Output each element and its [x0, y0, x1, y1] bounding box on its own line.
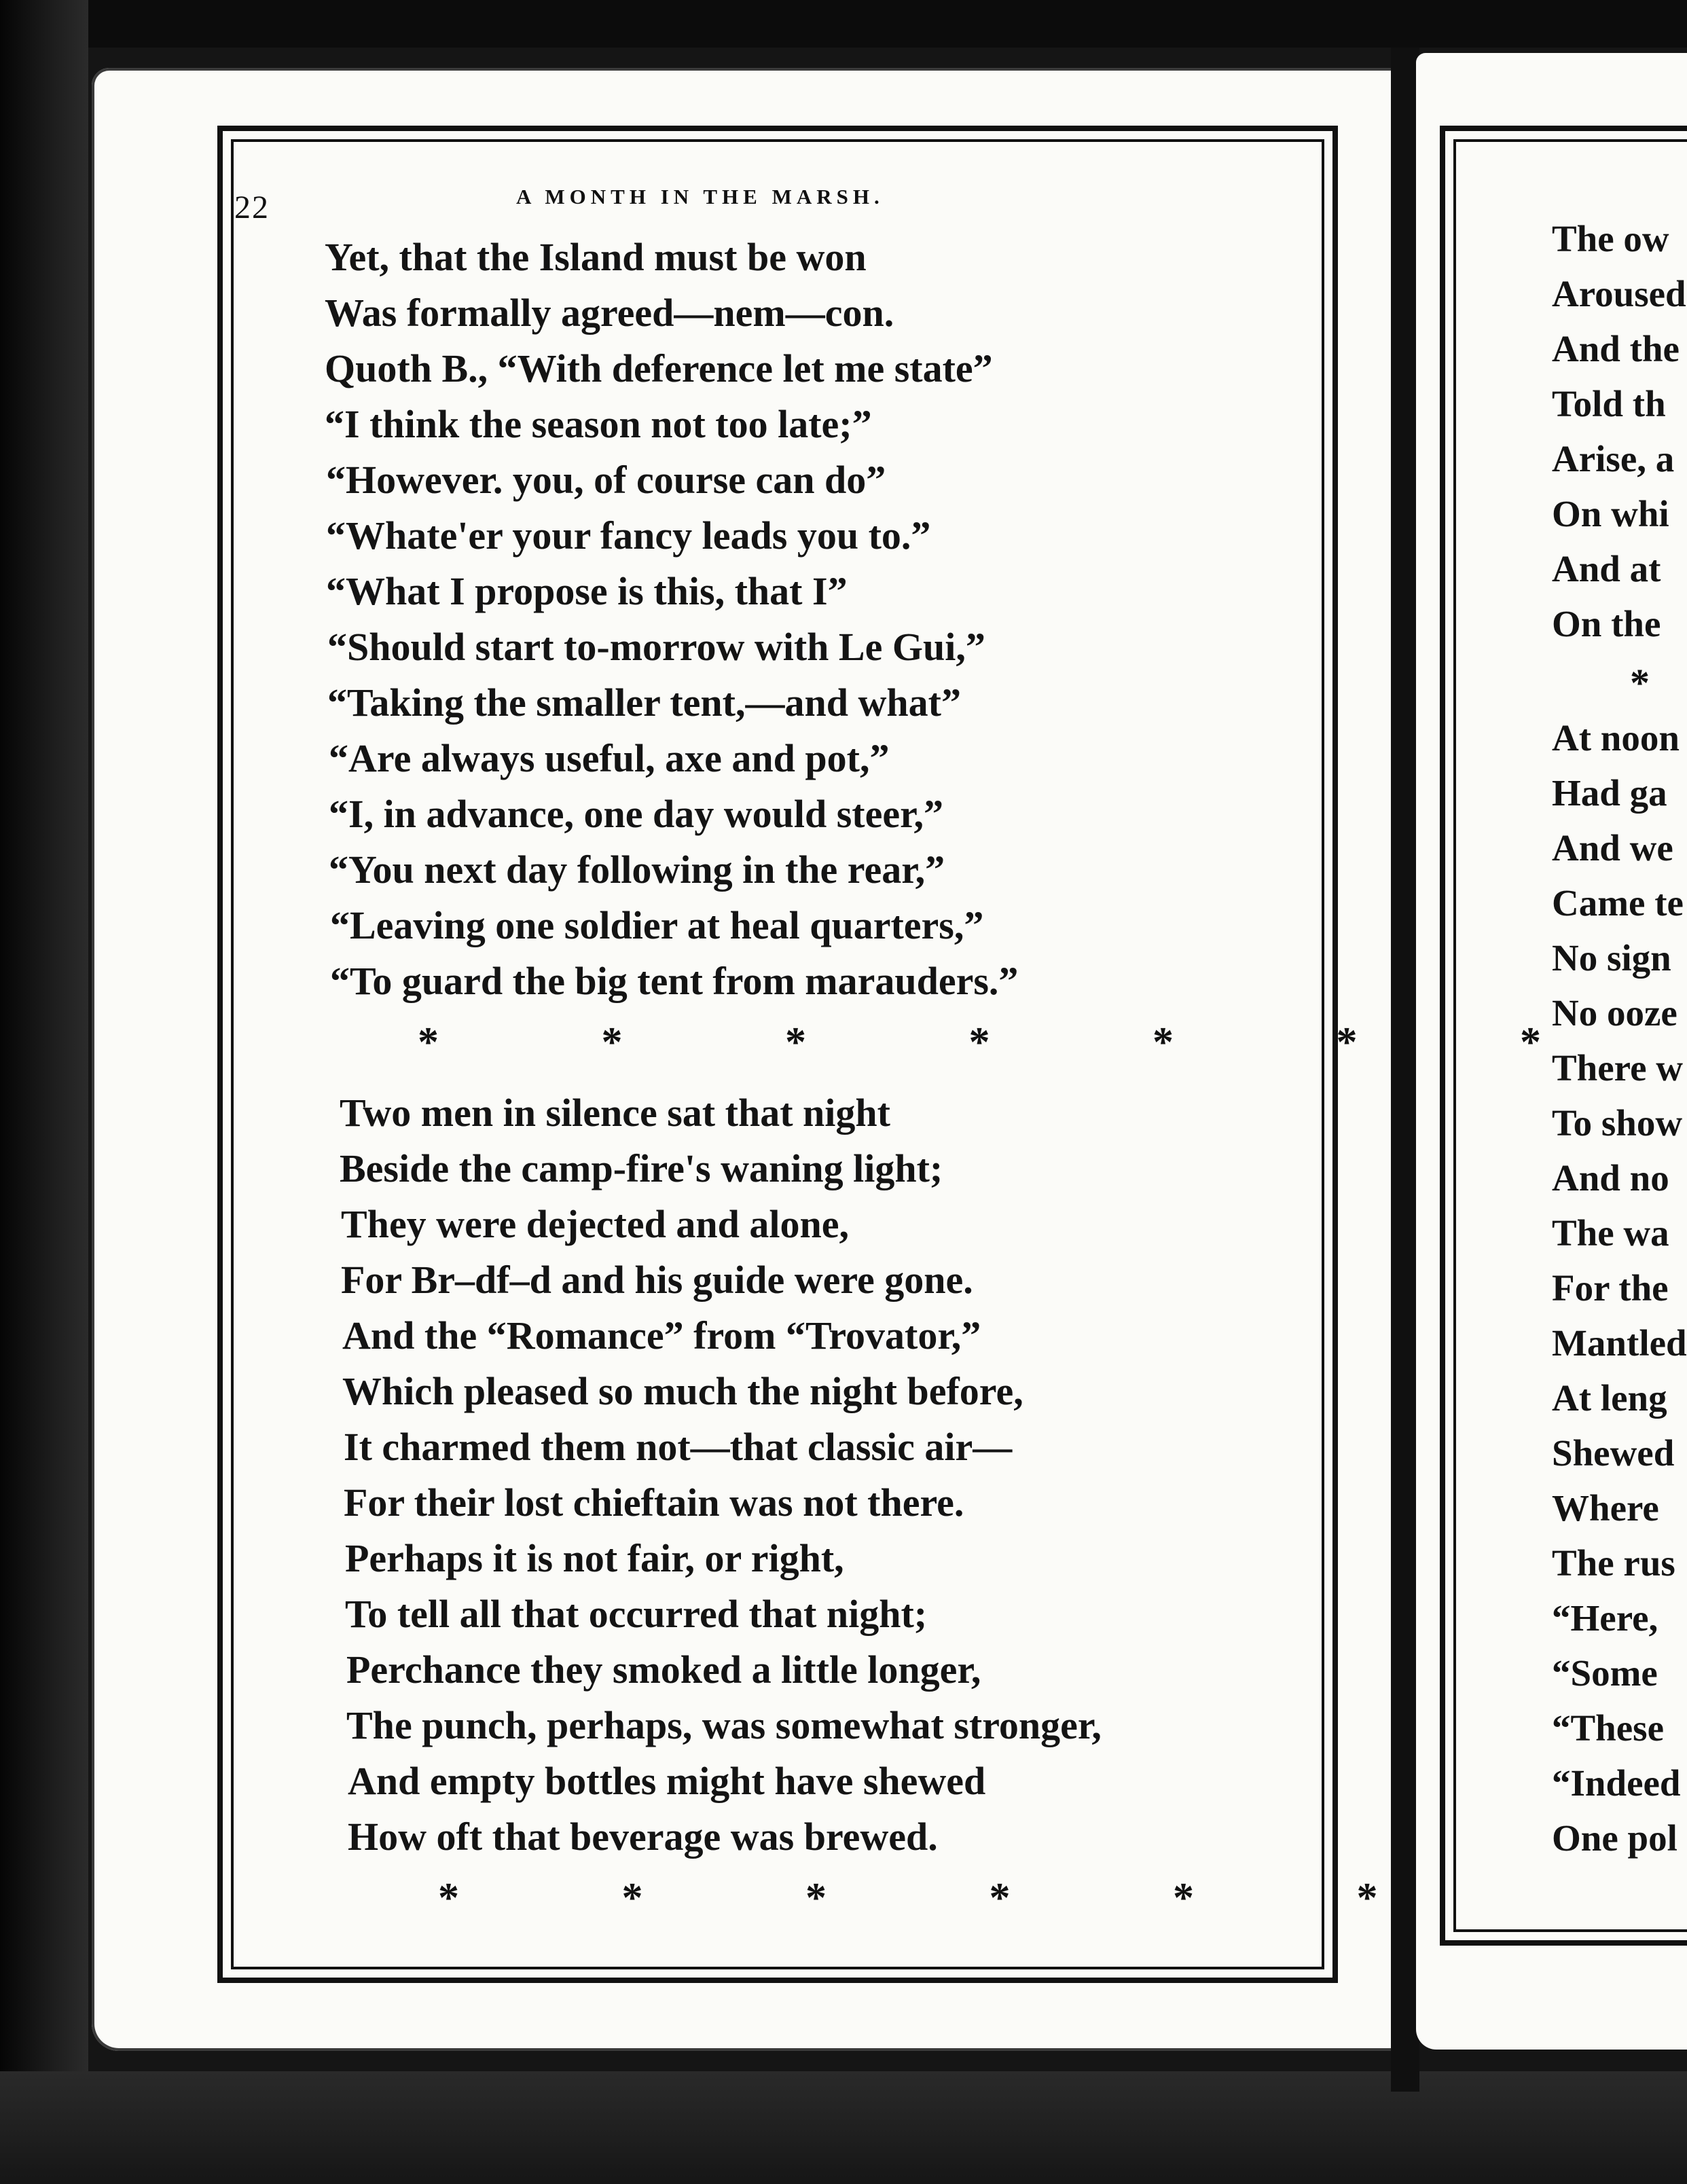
poem-line: And we	[1552, 827, 1673, 869]
poem-line: Told th	[1552, 383, 1666, 424]
book-gutter	[1391, 48, 1419, 2092]
poem-line: They were dejected and alone,	[341, 1202, 849, 1246]
page-number: 22	[234, 189, 270, 225]
poem-line: Had ga	[1552, 772, 1667, 814]
poem-line: Was formally agreed—nem—con.	[325, 291, 894, 335]
poem-line: “However. you, of course can do”	[326, 458, 886, 502]
poem-line: No sign	[1552, 937, 1671, 979]
poem-line: “Here,	[1552, 1597, 1658, 1639]
poem-line: Perhaps it is not fair, or right,	[345, 1536, 844, 1580]
section-separator: * * * * * *	[438, 1875, 1454, 1921]
poem-line: How oft that beverage was brewed.	[348, 1815, 938, 1859]
poem-line: It charmed them not—that classic air—	[344, 1425, 1013, 1469]
poem-line: Shewed	[1552, 1432, 1675, 1474]
poem-line: Yet, that the Island must be won	[325, 235, 867, 279]
poem-line: At noon	[1552, 717, 1680, 759]
poem-line: To tell all that occurred that night;	[345, 1592, 928, 1636]
running-head: A MONTH IN THE MARSH.	[516, 185, 884, 208]
poem-line: “Are always useful, axe and pot,”	[329, 736, 890, 780]
poem-line: And no	[1552, 1157, 1669, 1199]
poem-line: “Some	[1552, 1652, 1658, 1694]
right-page-text-clip	[1416, 0, 1687, 2184]
section-separator: * * * * * * *	[418, 1019, 1617, 1066]
poem-line: Perchance they smoked a little longer,	[346, 1648, 981, 1692]
poem-line: And the “Romance” from “Trovator,”	[342, 1313, 981, 1358]
poem-line: “Taking the smaller tent,—and what”	[327, 680, 961, 725]
poem-line: Mantled	[1552, 1322, 1687, 1364]
poem-line: “Whate'er your fancy leads you to.”	[326, 513, 931, 558]
poem-line: “I, in advance, one day would steer,”	[329, 792, 944, 836]
poem-line: The ow	[1552, 218, 1669, 259]
poem-line: For the	[1552, 1267, 1669, 1309]
poem-line: Where	[1552, 1487, 1659, 1529]
poem-line: For their lost chieftain was not there.	[344, 1480, 964, 1525]
poem-line: “You next day following in the rear,”	[329, 848, 945, 892]
book-binding-edge	[0, 0, 88, 2184]
poem-line: The punch, perhaps, was somewhat stronger,	[346, 1703, 1102, 1747]
poem-line: Which pleased so much the night before,	[342, 1369, 1023, 1413]
poem-line: The rus	[1552, 1542, 1675, 1584]
poem-line: To show	[1552, 1102, 1683, 1144]
poem-line: There w	[1552, 1047, 1683, 1089]
poem-line: No ooze	[1552, 992, 1677, 1034]
poem-line: And at	[1552, 548, 1661, 589]
poem-line: The wa	[1552, 1212, 1669, 1254]
poem-line: At leng	[1552, 1377, 1667, 1419]
poem-line: One pol	[1552, 1817, 1677, 1859]
poem-line: Aroused	[1552, 273, 1686, 314]
poem-line: “These	[1552, 1707, 1664, 1749]
poem-line: “Leaving one soldier at heal quarters,”	[330, 903, 984, 947]
poem-line: And empty bottles might have shewed	[348, 1759, 986, 1803]
poem-line: “What I propose is this, that I”	[326, 569, 848, 613]
poem-line: On the	[1552, 603, 1661, 644]
poem-line: Quoth B., “With deference let me state”	[325, 346, 993, 390]
poem-line: Came te	[1552, 882, 1684, 924]
poem-line: On whi	[1552, 493, 1669, 534]
poem-line: For Br–df–d and his guide were gone.	[341, 1258, 973, 1302]
poem-line: Two men in silence sat that night	[340, 1091, 890, 1135]
poem-line: “I think the season not too late;”	[325, 402, 872, 446]
poem-line: And the	[1552, 328, 1680, 369]
poem-line: “Indeed	[1552, 1762, 1681, 1804]
section-separator: *	[1630, 661, 1650, 705]
poem-line: Beside the camp-fire's waning light;	[340, 1146, 943, 1190]
poem-line: “To guard the big tent from marauders.”	[330, 959, 1019, 1003]
poem-line: Arise, a	[1552, 438, 1675, 479]
poem-line: “Should start to-morrow with Le Gui,”	[327, 625, 985, 669]
